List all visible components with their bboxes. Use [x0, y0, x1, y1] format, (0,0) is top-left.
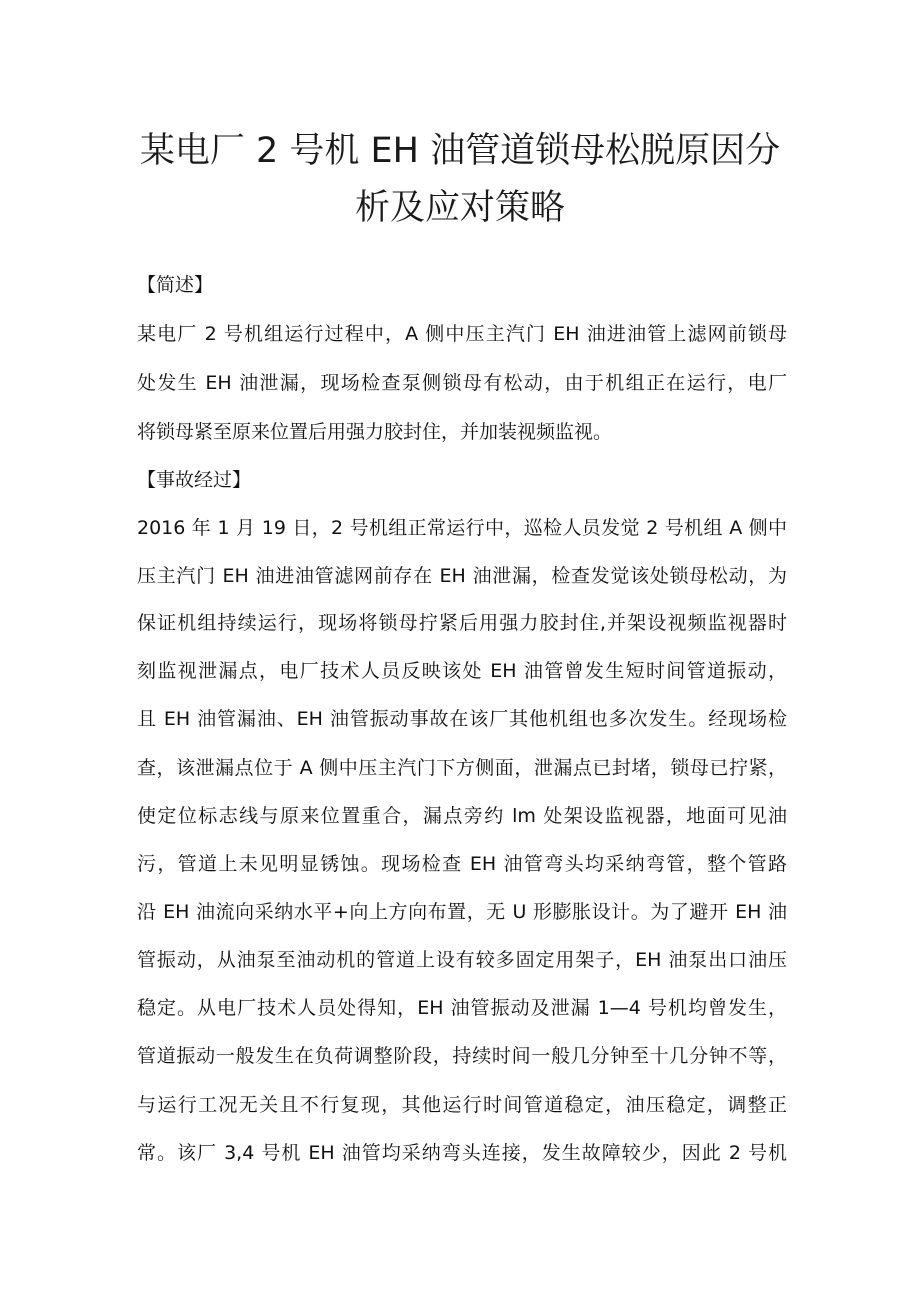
incident-line: 查，该泄漏点位于 A 侧中压主汽门下方侧面，泄漏点已封堵，锁母已拧紧， [137, 757, 787, 779]
incident-line: 且 EH 油管漏油、EH 油管振动事故在该厂其他机组也多次发生。经现场检 [137, 708, 787, 730]
section-heading-summary: 【简述】 [137, 274, 214, 296]
section-heading-incident: 【事故经过】 [137, 469, 252, 491]
incident-line: 与运行工况无关且不行复现，其他运行时间管道稳定，油压稳定，调整正 [137, 1094, 787, 1116]
incident-line: 压主汽门 EH 油进油管滤网前存在 EH 油泄漏，检查发觉该处锁母松动，为 [137, 565, 787, 587]
incident-line: 管道振动一般发生在负荷调整阶段，持续时间一般几分钟至十几分钟不等， [137, 1045, 787, 1067]
incident-line: 保证机组持续运行，现场将锁母拧紧后用强力胶封住,并架设视频监视器时 [137, 612, 787, 634]
incident-line: 使定位标志线与原来位置重合，漏点旁约 lm 处架设监视器，地面可见油 [137, 805, 787, 827]
incident-line: 稳定。从电厂技术人员处得知，EH 油管振动及泄漏 1—4 号机均曾发生， [137, 997, 787, 1019]
summary-line: 某电厂 2 号机组运行过程中，A 侧中压主汽门 EH 油进油管上滤网前锁母 [137, 323, 787, 345]
document-title-line-2: 析及应对策略 [354, 188, 565, 228]
incident-line: 刻监视泄漏点，电厂技术人员反映该处 EH 油管曾发生短时间管道振动， [137, 660, 787, 682]
incident-line: 管振动，从油泵至油动机的管道上设有较多固定用架子，EH 油泵出口油压 [137, 949, 787, 971]
incident-line: 沿 EH 油流向采纳水平+向上方向布置，无 U 形膨胀设计。为了避开 EH 油 [137, 901, 787, 923]
summary-line: 处发生 EH 油泄漏，现场检查泵侧锁母有松动，由于机组正在运行，电厂 [137, 372, 787, 394]
summary-line: 将锁母紧至原来位置后用强力胶封住，并加装视频监视。 [137, 421, 613, 443]
incident-line: 常。该厂 3,4 号机 EH 油管均采纳弯头连接，发生故障较少，因此 2 号机 [137, 1142, 787, 1164]
document-title-line-1: 某电厂 2 号机 EH 油管道锁母松脱原因分 [139, 131, 781, 171]
incident-line: 污，管道上未见明显锈蚀。现场检查 EH 油管弯头均采纳弯管，整个管路 [137, 853, 787, 875]
incident-line: 2016 年 1 月 19 日，2 号机组正常运行中，巡检人员发觉 2 号机组 A 侧中 [137, 517, 787, 539]
